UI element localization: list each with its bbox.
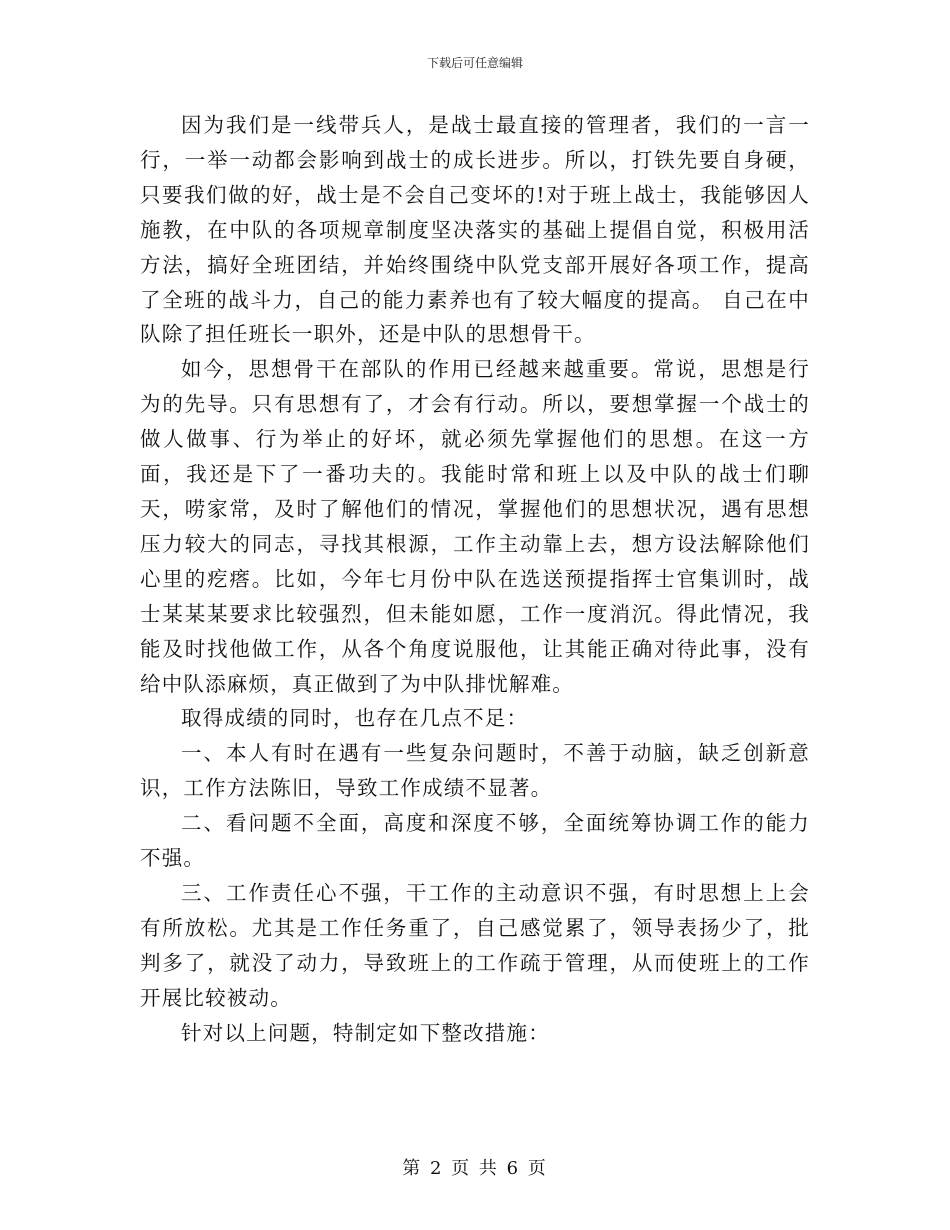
paragraph: 针对以上问题，特制定如下整改措施： bbox=[181, 1020, 550, 1045]
page-number: 第 2 页 共 6 页 bbox=[402, 1158, 548, 1179]
paragraph: 如今，思想骨干在部队的作用已经越来越重要。常说，思想是行为的先导。只有思想有了，才会有行动。所以，要想掌握一个战士的做人做事、行为举止的好坏，就必须先掌握他们的思想。在这一方面，我还是下了一番功夫的。我能时常和班上以及中队的战士们聊天，唠家常，及时了解他们的情况，掌握他们的思想状况，遇有思想压力较大的同志，寻找其根源，工作主动靠上去，想方设法解除他们心里的疙瘩。比如，今年七月份中队在选送预提指挥士官集训时，战士某某某要求比较强烈，但未能如愿，工作一度消沉。得此情况，我能及时找他做工作，从各个角度说服他，让其能正确对待此事，没有给中队添麻烦，真正做到了为中队排忧解难。 bbox=[140, 357, 810, 696]
page-header-note: 下载后可任意编辑 bbox=[426, 56, 523, 70]
paragraph: 取得成绩的同时，也存在几点不足： bbox=[181, 706, 529, 731]
paragraph: 因为我们是一线带兵人，是战士最直接的管理者，我们的一言一行，一举一动都会影响到战士的成长进步。所以，打铁先要自身硬，只要我们做的好，战士是不会自己变坏的!对于班上战士，我能够因人施教，在中队的各项规章制度坚决落实的基础上提倡自觉，积极用活方法，搞好全班团结，并始终围绕中队党支部开展好各项工作，提高了全班的战斗力，自己的能力素养也有了较大幅度的提高。 自己在中队除了担任班长一职外，还是中队的思想骨干。 bbox=[140, 113, 810, 347]
paragraph: 三、工作责任心不强，干工作的主动意识不强，有时思想上上会有所放松。尤其是工作任务重了，自己感觉累了，领导表扬少了，批判多了，就没了动力，导致班上的工作疏于管理，从而使班上的工作开展比较被动。 bbox=[140, 880, 810, 1010]
paragraph: 二、看问题不全面，高度和深度不够，全面统筹协调工作的能力不强。 bbox=[140, 811, 810, 871]
paragraph: 一、本人有时在遇有一些复杂问题时，不善于动脑，缺乏创新意识，工作方法陈旧，导致工作成绩不显著。 bbox=[140, 741, 810, 801]
document-body bbox=[140, 108, 810, 1050]
